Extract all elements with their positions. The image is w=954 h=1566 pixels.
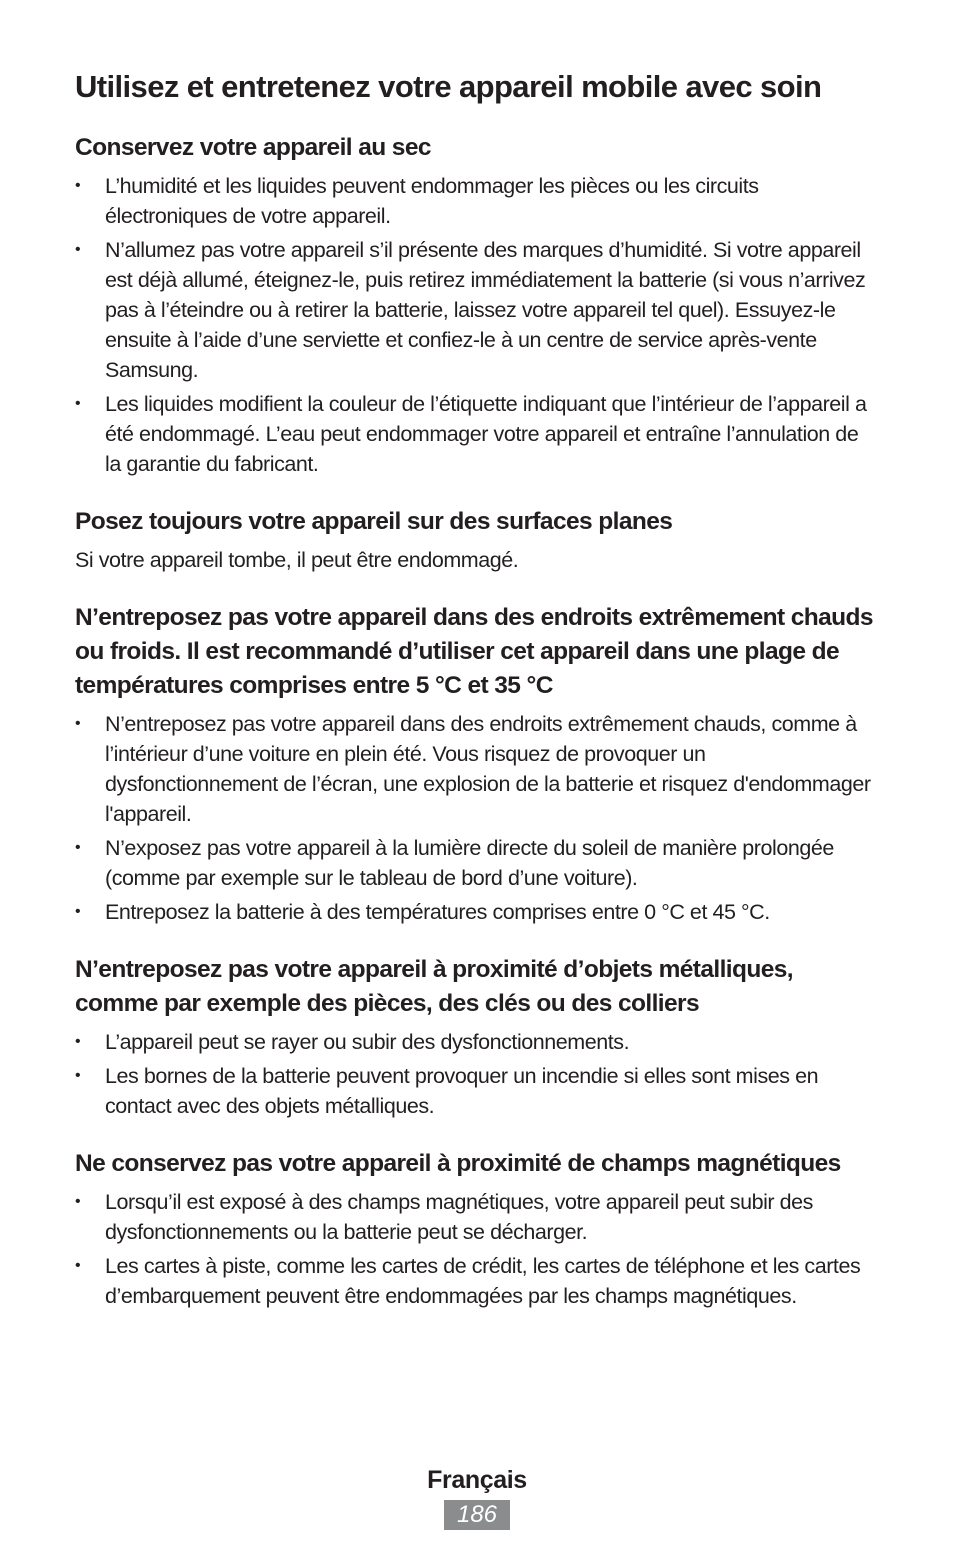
page-content <box>75 68 875 1337</box>
footer-language: Français <box>427 1466 527 1494</box>
list-item <box>75 1061 875 1121</box>
list-item <box>75 833 875 893</box>
bullet-icon: • <box>75 177 81 195</box>
section-flat-surfaces <box>75 505 875 575</box>
list-item <box>75 709 875 829</box>
list-item-text: N’exposez pas votre appareil à la lumière directe du soleil de manière prolongée (comme par exemple sur le tableau de bord d’une voiture). <box>105 836 834 891</box>
bullet-icon: • <box>75 1033 81 1051</box>
bullet-icon: • <box>75 1193 81 1211</box>
list-item <box>75 1251 875 1311</box>
list-item-text: Les cartes à piste, comme les cartes de crédit, les cartes de téléphone et les cartes d’embarquement peuvent être endommagées par les champs magnétiques. <box>105 1254 861 1309</box>
section-title: N’entreposez pas votre appareil dans des endroits extrêmement chauds ou froids. Il est recommandé d’utiliser cet appareil dans une plage de températures comprises entre 5 °C et 35 °C <box>75 604 873 700</box>
list-item-text: Les bornes de la batterie peuvent provoquer un incendie si elles sont mises en contact avec des objets métalliques. <box>105 1064 819 1119</box>
page-footer <box>0 1464 954 1530</box>
section-title: N’entreposez pas votre appareil à proximité d’objets métalliques, comme par exemple des pièces, des clés ou des colliers <box>75 956 794 1018</box>
list-item-text: Les liquides modifient la couleur de l’étiquette indiquant que l’intérieur de l’appareil a été endommagé. L’eau peut endommager votre appareil et entraîne l’annulation de la garantie du fabricant. <box>105 392 867 477</box>
list-item-text: N’allumez pas votre appareil s’il présente des marques d’humidité. Si votre appareil est déjà allumé, éteignez-le, puis retirez immédiatement la batterie (si vous n’arrivez pas à l’éteindre ou à retirer la batterie, laissez votre appareil tel quel). Essuyez-le ensuite à l’aide d’une serviette et confiez-le à un centre de service après-vente Samsung. <box>105 238 866 383</box>
section-magnetic-fields <box>75 1147 875 1311</box>
bullet-list <box>75 1027 875 1121</box>
section-temperatures <box>75 601 875 927</box>
bullet-list <box>75 709 875 927</box>
list-item-text: Entreposez la batterie à des températures comprises entre 0 °C et 45 °C. <box>105 900 770 925</box>
list-item <box>75 171 875 231</box>
bullet-icon: • <box>75 715 81 733</box>
bullet-list <box>75 1187 875 1311</box>
list-item-text: Lorsqu’il est exposé à des champs magnétiques, votre appareil peut subir des dysfonctionnements ou la batterie peut se décharger. <box>105 1190 813 1245</box>
section-keep-dry <box>75 131 875 479</box>
section-title: Ne conservez pas votre appareil à proximité de champs magnétiques <box>75 1150 841 1178</box>
list-item-text: L’appareil peut se rayer ou subir des dysfonctionnements. <box>105 1030 630 1055</box>
list-item <box>75 389 875 479</box>
section-title: Conservez votre appareil au sec <box>75 134 431 162</box>
bullet-icon: • <box>75 395 81 413</box>
bullet-icon: • <box>75 903 81 921</box>
section-metal-objects <box>75 953 875 1121</box>
bullet-icon: • <box>75 1257 81 1275</box>
list-item-text: N’entreposez pas votre appareil dans des endroits extrêmement chauds, comme à l’intérieur d’une voiture en plein été. Vous risquez de provoquer un dysfonctionnement de l’écran, une explosion de la batterie et risquez d'endommager l'appareil. <box>105 712 871 827</box>
section-title: Posez toujours votre appareil sur des surfaces planes <box>75 508 673 536</box>
bullet-icon: • <box>75 1067 81 1085</box>
section-text: Si votre appareil tombe, il peut être endommagé. <box>75 548 519 573</box>
bullet-list <box>75 171 875 479</box>
bullet-icon: • <box>75 839 81 857</box>
list-item-text: L’humidité et les liquides peuvent endommager les pièces ou les circuits électroniques de votre appareil. <box>105 174 759 229</box>
list-item <box>75 1027 875 1057</box>
list-item <box>75 235 875 385</box>
list-item <box>75 897 875 927</box>
page-number-badge: 186 <box>444 1500 510 1530</box>
page-title: Utilisez et entretenez votre appareil mobile avec soin <box>75 69 822 104</box>
bullet-icon: • <box>75 241 81 259</box>
list-item <box>75 1187 875 1247</box>
